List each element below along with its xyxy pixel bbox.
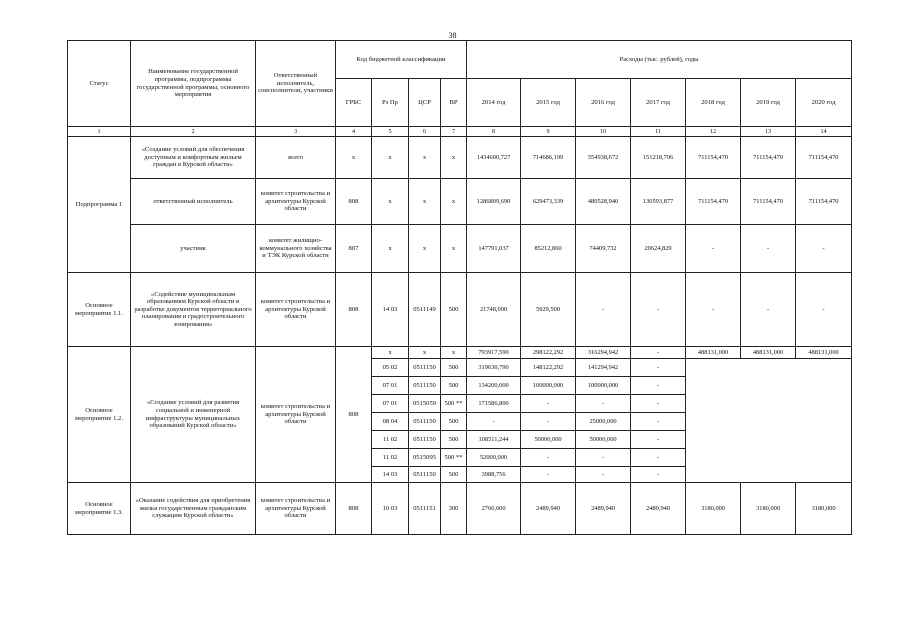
- header-year: 2020 год: [796, 79, 852, 127]
- value-cell: 711154,470: [796, 179, 852, 225]
- value-cell: 151218,706: [631, 137, 686, 179]
- table-row: [68, 225, 852, 273]
- grbs-cell: 808: [336, 179, 372, 225]
- status-cell: Подпрограмма 1: [68, 137, 131, 273]
- value-cell: 298122,292: [521, 347, 576, 359]
- executor-cell: комитет строительства и архитектуры Курской области: [256, 179, 336, 225]
- value-cell: 134200,000: [467, 377, 521, 395]
- grbs-cell: х: [336, 137, 372, 179]
- header-year: 2019 год: [741, 79, 796, 127]
- header-year: 2016 год: [576, 79, 631, 127]
- rzpr-cell: 14 03: [372, 273, 409, 347]
- value-cell: 1434600,727: [467, 137, 521, 179]
- csr-cell: 0511150: [409, 413, 441, 431]
- value-cell: -: [631, 413, 686, 431]
- executor-cell: всего: [256, 137, 336, 179]
- empty-cell: [686, 359, 852, 483]
- column-number: 13: [741, 127, 796, 137]
- column-number: 8: [467, 127, 521, 137]
- vr-cell: 500: [441, 467, 467, 483]
- vr-cell: х: [441, 137, 467, 179]
- value-cell: 711154,470: [796, 137, 852, 179]
- status-cell: Основное мероприятие 1.1.: [68, 273, 131, 347]
- grbs-cell: 808: [336, 273, 372, 347]
- status-cell: Основное мероприятие 1.3.: [68, 483, 131, 535]
- value-cell: 171586,800: [467, 395, 521, 413]
- value-cell: 711154,470: [741, 137, 796, 179]
- value-cell: 3180,000: [796, 483, 852, 535]
- vr-cell: 500: [441, 413, 467, 431]
- value-cell: -: [741, 273, 796, 347]
- value-cell: 108511,244: [467, 431, 521, 449]
- value-cell: 554938,672: [576, 137, 631, 179]
- header-year: 2015 год: [521, 79, 576, 127]
- header-expenses: Расходы (тыс. рублей), годы: [467, 41, 852, 79]
- value-cell: -: [576, 449, 631, 467]
- value-cell: -: [796, 225, 852, 273]
- csr-cell: 0511151: [409, 483, 441, 535]
- grbs-cell: 807: [336, 225, 372, 273]
- value-cell: 85212,860: [521, 225, 576, 273]
- value-cell: -: [467, 413, 521, 431]
- header-year: 2014 год: [467, 79, 521, 127]
- value-cell: -: [631, 347, 686, 359]
- executor-cell: комитет строительства и архитектуры Курской области: [256, 273, 336, 347]
- vr-cell: х: [441, 347, 467, 359]
- value-cell: -: [796, 273, 852, 347]
- value-cell: 20624,829: [631, 225, 686, 273]
- csr-cell: 0511149: [409, 273, 441, 347]
- value-cell: 3180,000: [686, 483, 741, 535]
- column-number: 1: [68, 127, 131, 137]
- value-cell: -: [576, 395, 631, 413]
- vr-cell: 500: [441, 359, 467, 377]
- rzpr-cell: х: [372, 179, 409, 225]
- header-status: Статус: [68, 41, 131, 127]
- value-cell: 3180,000: [741, 483, 796, 535]
- value-cell: 1286809,690: [467, 179, 521, 225]
- value-cell: 488131,000: [796, 347, 852, 359]
- rzpr-cell: х: [372, 225, 409, 273]
- header-year: 2017 год: [631, 79, 686, 127]
- value-cell: -: [576, 467, 631, 483]
- rzpr-cell: 07 01: [372, 395, 409, 413]
- table-row: [68, 179, 852, 225]
- value-cell: 488131,000: [686, 347, 741, 359]
- value-cell: 711154,470: [686, 179, 741, 225]
- header-year: 2018 год: [686, 79, 741, 127]
- column-number: 11: [631, 127, 686, 137]
- vr-cell: 500: [441, 377, 467, 395]
- csr-cell: 0511150: [409, 467, 441, 483]
- executor-role-cell: участник: [131, 225, 256, 273]
- status-cell: Основное мероприятие 1.2.: [68, 347, 131, 483]
- table-row: [68, 137, 852, 179]
- header-budget-code: Код бюджетной классификации: [336, 41, 467, 79]
- csr-cell: 0511150: [409, 377, 441, 395]
- value-cell: 3988,756: [467, 467, 521, 483]
- value-cell: 480528,940: [576, 179, 631, 225]
- executor-cell: комитет строительства и архитектуры Курской области: [256, 347, 336, 483]
- column-number: 14: [796, 127, 852, 137]
- vr-cell: 300: [441, 483, 467, 535]
- value-cell: 141294,942: [576, 359, 631, 377]
- column-number: 5: [372, 127, 409, 137]
- value-cell: 147791,037: [467, 225, 521, 273]
- value-cell: 319630,790: [467, 359, 521, 377]
- rzpr-cell: 08 04: [372, 413, 409, 431]
- value-cell: -: [521, 467, 576, 483]
- column-number: 12: [686, 127, 741, 137]
- column-number: 7: [441, 127, 467, 137]
- value-cell: 50000,000: [576, 431, 631, 449]
- name-cell: «Содействие муниципальным образованиям Курской области в разработке документов территориального планирования и градостроительного зонирования»: [131, 273, 256, 347]
- value-cell: 2766,600: [467, 483, 521, 535]
- executor-cell: комитет жилищно-коммунального хозяйства и ТЭК Курской области: [256, 225, 336, 273]
- rzpr-cell: х: [372, 137, 409, 179]
- rzpr-cell: 07 01: [372, 377, 409, 395]
- value-cell: 714686,199: [521, 137, 576, 179]
- value-cell: -: [686, 225, 741, 273]
- csr-cell: 0511150: [409, 431, 441, 449]
- table-row: [68, 483, 852, 535]
- name-cell: «Оказание содействия для приобретения жилья государственным гражданским служащим Курской области»: [131, 483, 256, 535]
- csr-cell: 0515059: [409, 395, 441, 413]
- value-cell: 488131,000: [741, 347, 796, 359]
- vr-cell: 500 **: [441, 395, 467, 413]
- page-number: 38: [448, 31, 457, 40]
- value-cell: -: [521, 413, 576, 431]
- value-cell: 316294,942: [576, 347, 631, 359]
- vr-cell: х: [441, 179, 467, 225]
- value-cell: 2489,940: [631, 483, 686, 535]
- csr-cell: х: [409, 179, 441, 225]
- name-cell: «Создание условий для обеспечения доступным и комфортным жильем граждан в Курской области»: [131, 137, 256, 179]
- column-number: 3: [256, 127, 336, 137]
- rzpr-cell: х: [372, 347, 409, 359]
- value-cell: 2489,940: [521, 483, 576, 535]
- header-name: Наименование государственной программы, подпрограммы государственной программы, основного мероприятия: [131, 41, 256, 127]
- header-executor: Ответственный исполнитель, соисполнители, участники: [256, 41, 336, 127]
- budget-table: [67, 40, 852, 535]
- vr-cell: 500: [441, 273, 467, 347]
- value-cell: 2489,940: [576, 483, 631, 535]
- value-cell: 711154,470: [741, 179, 796, 225]
- value-cell: 74409,732: [576, 225, 631, 273]
- value-cell: -: [576, 273, 631, 347]
- header-vr: ВР: [441, 79, 467, 127]
- column-number: 10: [576, 127, 631, 137]
- vr-cell: 500: [441, 431, 467, 449]
- rzpr-cell: 14 03: [372, 467, 409, 483]
- rzpr-cell: 05 02: [372, 359, 409, 377]
- value-cell: -: [741, 225, 796, 273]
- column-number: 9: [521, 127, 576, 137]
- header-grbs: ГРБС: [336, 79, 372, 127]
- csr-cell: 0511150: [409, 359, 441, 377]
- vr-cell: х: [441, 225, 467, 273]
- value-cell: -: [631, 377, 686, 395]
- value-cell: -: [521, 395, 576, 413]
- csr-cell: х: [409, 225, 441, 273]
- header-csr: ЦСР: [409, 79, 441, 127]
- csr-cell: х: [409, 347, 441, 359]
- column-number: 2: [131, 127, 256, 137]
- csr-cell: х: [409, 137, 441, 179]
- value-cell: -: [631, 273, 686, 347]
- value-cell: -: [631, 449, 686, 467]
- value-cell: -: [631, 359, 686, 377]
- rzpr-cell: 10 03: [372, 483, 409, 535]
- value-cell: -: [631, 467, 686, 483]
- column-number: 6: [409, 127, 441, 137]
- value-cell: 50000,000: [521, 431, 576, 449]
- table-row: [68, 273, 852, 347]
- csr-cell: 0515095: [409, 449, 441, 467]
- value-cell: -: [631, 431, 686, 449]
- value-cell: 711154,470: [686, 137, 741, 179]
- value-cell: 100000,000: [576, 377, 631, 395]
- value-cell: 25000,000: [576, 413, 631, 431]
- executor-role-cell: ответственный исполнитель: [131, 179, 256, 225]
- header-rzpr: Рз Пр: [372, 79, 409, 127]
- grbs-cell: 808: [336, 483, 372, 535]
- name-cell: «Создание условий для развития социальной и инженерной инфраструктуры муниципальных образований Курской области»: [131, 347, 256, 483]
- value-cell: 130593,877: [631, 179, 686, 225]
- value-cell: -: [686, 273, 741, 347]
- value-cell: 100000,000: [521, 377, 576, 395]
- rzpr-cell: 11 02: [372, 449, 409, 467]
- rzpr-cell: 11 02: [372, 431, 409, 449]
- value-cell: -: [521, 449, 576, 467]
- value-cell: 793917,590: [467, 347, 521, 359]
- value-cell: 21748,000: [467, 273, 521, 347]
- vr-cell: 500 **: [441, 449, 467, 467]
- value-cell: -: [631, 395, 686, 413]
- column-number: 4: [336, 127, 372, 137]
- value-cell: 5929,500: [521, 273, 576, 347]
- value-cell: 148122,292: [521, 359, 576, 377]
- executor-cell: комитет строительства и архитектуры Курской области: [256, 483, 336, 535]
- table-row: [68, 347, 852, 359]
- value-cell: 629473,339: [521, 179, 576, 225]
- grbs-cell: 808: [336, 347, 372, 483]
- value-cell: 52000,000: [467, 449, 521, 467]
